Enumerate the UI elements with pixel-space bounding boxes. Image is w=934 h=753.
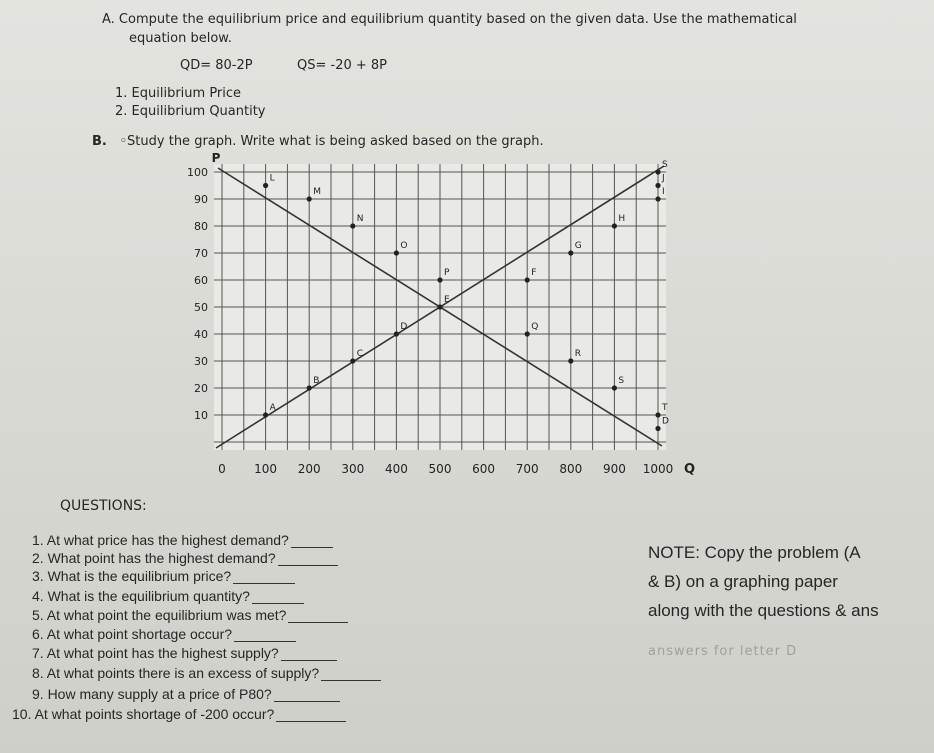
answer-blank[interactable] [288,608,348,623]
demand-equation: QD= 80-2P [180,58,253,73]
graph-point [263,183,268,188]
point-label: L [269,173,275,184]
answer-blank[interactable] [291,533,333,548]
question-8 [32,665,381,681]
graph-point [568,358,573,363]
point-label: A [269,403,276,413]
x-tick-label: 100 [254,462,278,476]
graph-point [437,277,442,282]
graph-point [350,358,355,363]
x-tick-label: 800 [559,462,583,476]
point-label: N [356,214,364,224]
point-label: C [356,349,364,359]
x-tick-label: 0 [218,462,226,476]
question-3 [32,568,295,584]
item-equilibrium-quantity: 2. Equilibrium Quantity [115,104,266,119]
point-label: R [574,349,582,359]
y-tick-label: 20 [194,382,208,395]
question-2 [32,550,338,566]
graph-point [655,412,660,417]
section-b-instruction [92,134,544,149]
supply-demand-graph [160,150,700,485]
point-label: H [618,214,626,224]
y-tick-label: 40 [194,328,208,341]
graph-point [307,196,312,201]
graph-point [568,250,573,255]
question-text: 8. At what points there is an excess of supply? [32,665,320,681]
question-text: 7. At what point has the highest supply? [32,645,279,661]
graph-point [525,277,530,282]
question-text: 1. At what price has the highest demand? [32,532,289,548]
graph-point [655,196,660,201]
y-tick-label: 100 [187,166,208,179]
x-tick-label: 1000 [642,462,674,476]
answer-blank[interactable] [234,627,296,642]
answer-blank[interactable] [274,687,340,702]
note-line-2: & B) on a graphing paper [648,572,838,591]
section-b-label: B. [92,134,107,149]
point-label: F [531,268,537,278]
graph-point [612,223,617,228]
answer-blank[interactable] [276,707,346,722]
point-label: P [444,268,450,278]
question-text: 6. At what point shortage occur? [32,626,233,642]
question-10 [12,706,346,722]
point-label: S [662,160,668,170]
question-text: 10. At what points shortage of -200 occur? [12,706,275,722]
point-label: D [400,322,408,332]
y-axis-label: P [211,151,221,165]
x-tick-label: 400 [384,462,408,476]
point-label: E [444,295,450,305]
point-label: O [400,241,408,251]
x-tick-label: 900 [602,462,626,476]
section-a-line1: A. Compute the equilibrium price and equilibrium quantity based on the given data. Use the mathematical [102,12,797,27]
x-tick-label: 600 [472,462,496,476]
note-faded: answers for letter D [648,644,798,659]
graph-point [655,183,660,188]
question-text: 4. What is the equilibrium quantity? [32,588,250,604]
point-label: Q [531,322,539,332]
point-label: B [313,376,320,386]
answer-blank[interactable] [321,666,381,681]
x-tick-label: 700 [515,462,539,476]
graph-point [525,331,530,336]
question-6 [32,626,296,642]
supply-equation: QS= -20 + 8P [297,58,388,73]
answer-blank[interactable] [233,569,295,584]
point-label: I [662,187,665,197]
question-text: 9. How many supply at a price of P80? [32,686,272,702]
x-tick-label: 200 [297,462,321,476]
y-tick-label: 70 [194,247,208,260]
question-5 [32,607,348,623]
point-label: T [662,403,668,413]
point-label: M [313,187,321,197]
x-axis-label: Q [684,462,696,477]
graph-point [350,223,355,228]
item-equilibrium-price: 1. Equilibrium Price [115,86,242,101]
y-tick-label: 50 [194,301,208,314]
graph-point [394,250,399,255]
y-tick-label: 80 [194,220,208,233]
question-text: 3. What is the equilibrium price? [32,568,232,584]
note-line-3: along with the questions & ans [648,601,879,620]
note-line-1: NOTE: Copy the problem (A [648,543,861,562]
graph-point [655,169,660,174]
y-tick-label: 10 [194,409,208,422]
y-tick-label: 90 [194,193,208,206]
section-a-line2: equation below. [129,31,232,46]
x-tick-label: 300 [341,462,365,476]
point-label: S [618,376,625,386]
graph-point [307,385,312,390]
graph-point [437,304,442,309]
y-tick-label: 30 [194,355,208,368]
point-label: D [662,416,669,427]
question-4 [32,588,304,604]
answer-blank[interactable] [281,646,337,661]
answer-blank[interactable] [252,589,304,604]
question-text: 5. At what point the equilibrium was met? [32,607,287,623]
point-label: G [574,241,582,251]
graph-point [612,385,617,390]
point-label: J [662,173,665,184]
section-b-text: ◦Study the graph. Write what is being asked based on the graph. [119,134,544,149]
x-tick-label: 500 [428,462,452,476]
y-tick-label: 60 [194,274,208,287]
graph-point [655,426,660,431]
graph-point [263,412,268,417]
question-9 [32,686,340,702]
question-7 [32,645,337,661]
answer-blank[interactable] [278,551,338,566]
graph-point [394,331,399,336]
question-1 [32,532,333,548]
question-text: 2. What point has the highest demand? [32,550,276,566]
questions-heading: QUESTIONS: [60,498,147,514]
